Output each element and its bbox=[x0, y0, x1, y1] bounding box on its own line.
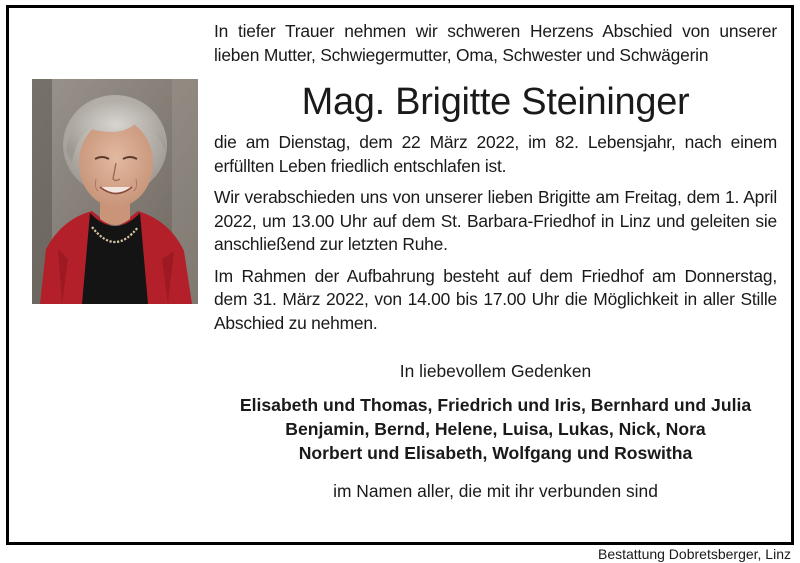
funeral-text: Wir verabschieden uns von unserer lieben Brigitte am Freitag, dem 1. April 2022, um 13.00 Uhr auf dem St. Barbara-Friedhof in Linz und geleiten sie anschließend zur letzten Ruhe. bbox=[214, 187, 777, 254]
undertaker-credit: Bestattung Dobretsberger, Linz bbox=[597, 546, 791, 562]
family-line: Elisabeth und Thomas, Friedrich und Iris, Bernhard und Julia bbox=[239, 395, 752, 415]
death-text: die am Dienstag, dem 22 März 2022, im 82. Lebensjahr, nach einem erfüllten Leben friedlich entschlafen ist. bbox=[214, 132, 777, 176]
family-line: Benjamin, Bernd, Helene, Luisa, Lukas, Nick, Nora bbox=[285, 419, 706, 439]
family-line: Norbert und Elisabeth, Wolfgang und Roswitha bbox=[298, 443, 693, 463]
intro-text: In tiefer Trauer nehmen wir schweren Herzens Abschied von unserer lieben Mutter, Schwiegermutter, Oma, Schwester und Schwägerin bbox=[214, 21, 777, 65]
portrait-photo bbox=[32, 79, 198, 304]
memory-line: In liebevollem Gedenken bbox=[399, 361, 592, 381]
viewing-text: Im Rahmen der Aufbahrung besteht auf dem Friedhof am Donnerstag, dem 31. März 2022, von 14.00 bis 17.00 Uhr die Möglichkeit in aller Stille Abschied zu nehmen. bbox=[214, 265, 777, 333]
deceased-name: Mag. Brigitte Steininger bbox=[301, 81, 690, 123]
notice-text-column bbox=[214, 20, 777, 503]
closing-line: im Namen aller, die mit ihr verbunden sind bbox=[333, 481, 658, 501]
obituary-notice bbox=[6, 5, 794, 545]
